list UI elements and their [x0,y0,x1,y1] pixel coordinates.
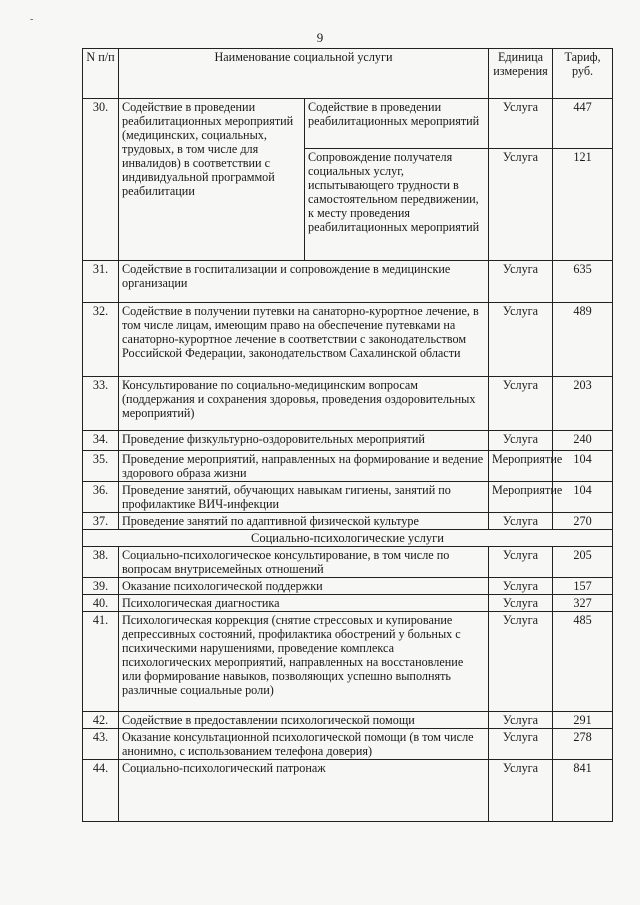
service-name: Консультирование по социально-медицинским вопросам (поддержания и сохранения здоровья, проведения оздоровительных мероприятий) [119,377,489,431]
unit-cell: Услуга [489,99,553,149]
table-row [83,760,613,822]
services-table [82,48,613,822]
table-row [83,712,613,729]
unit-cell: Услуга [489,547,553,578]
tariff-cell: 485 [553,612,613,712]
unit-cell: Мероприятие [489,451,553,482]
unit-cell: Услуга [489,712,553,729]
tariff-cell: 278 [553,729,613,760]
unit-cell: Услуга [489,303,553,377]
header-name: Наименование социальной услуги [119,49,489,99]
unit-cell: Услуга [489,377,553,431]
table-row [83,578,613,595]
row-number: 42. [83,712,119,729]
tariff-cell: 121 [553,149,613,261]
row-number: 31. [83,261,119,303]
row-number: 34. [83,431,119,451]
row-number: 41. [83,612,119,712]
unit-cell: Услуга [489,612,553,712]
unit-cell: Услуга [489,595,553,612]
service-name: Содействие в госпитализации и сопровождение в медицинские организации [119,261,489,303]
row-number: 43. [83,729,119,760]
row-number: 35. [83,451,119,482]
table-header-row [83,49,613,99]
corner-mark: - [30,14,34,25]
service-name: Проведение физкультурно-оздоровительных мероприятий [119,431,489,451]
tariff-cell: 447 [553,99,613,149]
unit-cell: Услуга [489,261,553,303]
page-number: 9 [316,30,324,45]
service-name: Оказание психологической поддержки [119,578,489,595]
header-unit: Единица измерения [489,49,553,99]
row-number: 32. [83,303,119,377]
table-row [83,261,613,303]
tariff-cell: 489 [553,303,613,377]
service-name: Содействие в получении путевки на санаторно-курортное лечение, в том числе лицам, имеющим право на обеспечение путевками на санаторно-курортное лечение в соответствии с законодательством Российской Федерации, законодательством Сахалинской области [119,303,489,377]
unit-cell: Услуга [489,578,553,595]
service-name: Психологическая коррекция (снятие стрессовых и купирование депрессивных состояний, профилактика обострений у больных с психическими нарушениями, проведение комплекса психологических мероприятий, направленных на восстановление или формирование навыков, позволяющих успешно выполнять различные социальные роли) [119,612,489,712]
tariff-cell: 205 [553,547,613,578]
sub-service-name: Содействие в проведении реабилитационных мероприятий [305,99,489,149]
unit-cell: Услуга [489,760,553,822]
unit-cell: Услуга [489,513,553,530]
unit-cell: Услуга [489,431,553,451]
service-name: Социально-психологический патронаж [119,760,489,822]
table-row [83,431,613,451]
row-number: 38. [83,547,119,578]
sub-service-name: Сопровождение получателя социальных услуг, испытывающего трудности в самостоятельном передвижении, к месту проведения реабилитационных мероприятий [305,149,489,261]
section-title: Социально-психологические услуги [83,530,613,547]
table-row [83,482,613,513]
header-num: N п/п [83,49,119,99]
row-number: 37. [83,513,119,530]
row-number: 39. [83,578,119,595]
table-row [83,595,613,612]
unit-cell: Услуга [489,149,553,261]
table-row [83,612,613,712]
row-number: 36. [83,482,119,513]
row-number: 30. [83,99,119,261]
tariff-cell: 841 [553,760,613,822]
tariff-cell: 203 [553,377,613,431]
service-name: Проведение мероприятий, направленных на формирование и ведение здорового образа жизни [119,451,489,482]
tariff-cell: 104 [553,451,613,482]
tariff-cell: 104 [553,482,613,513]
tariff-cell: 270 [553,513,613,530]
service-name: Содействие в проведении реабилитационных мероприятий (медицинских, социальных, трудовых, в том числе для инвалидов) в соответствии с индивидуальной программой реабилитации [119,99,305,261]
unit-cell: Услуга [489,729,553,760]
tariff-cell: 327 [553,595,613,612]
service-name: Проведение занятий, обучающих навыкам гигиены, занятий по профилактике ВИЧ-инфекции [119,482,489,513]
table-row [83,377,613,431]
table-row [83,303,613,377]
tariff-cell: 157 [553,578,613,595]
tariff-cell: 291 [553,712,613,729]
table-row [83,99,613,149]
service-name: Содействие в предоставлении психологической помощи [119,712,489,729]
service-name: Социально-психологическое консультирование, в том числе по вопросам внутрисемейных отношений [119,547,489,578]
tariff-cell: 240 [553,431,613,451]
service-name: Психологическая диагностика [119,595,489,612]
table-row [83,513,613,530]
tariff-cell: 635 [553,261,613,303]
service-name: Проведение занятий по адаптивной физической культуре [119,513,489,530]
unit-cell: Мероприятие [489,482,553,513]
service-name: Оказание консультационной психологической помощи (в том числе анонимно, с использованием телефона доверия) [119,729,489,760]
table-row [83,547,613,578]
row-number: 33. [83,377,119,431]
table-row [83,729,613,760]
row-number: 40. [83,595,119,612]
row-number: 44. [83,760,119,822]
header-tariff: Тариф, руб. [553,49,613,99]
table-row [83,451,613,482]
section-row [83,530,613,547]
